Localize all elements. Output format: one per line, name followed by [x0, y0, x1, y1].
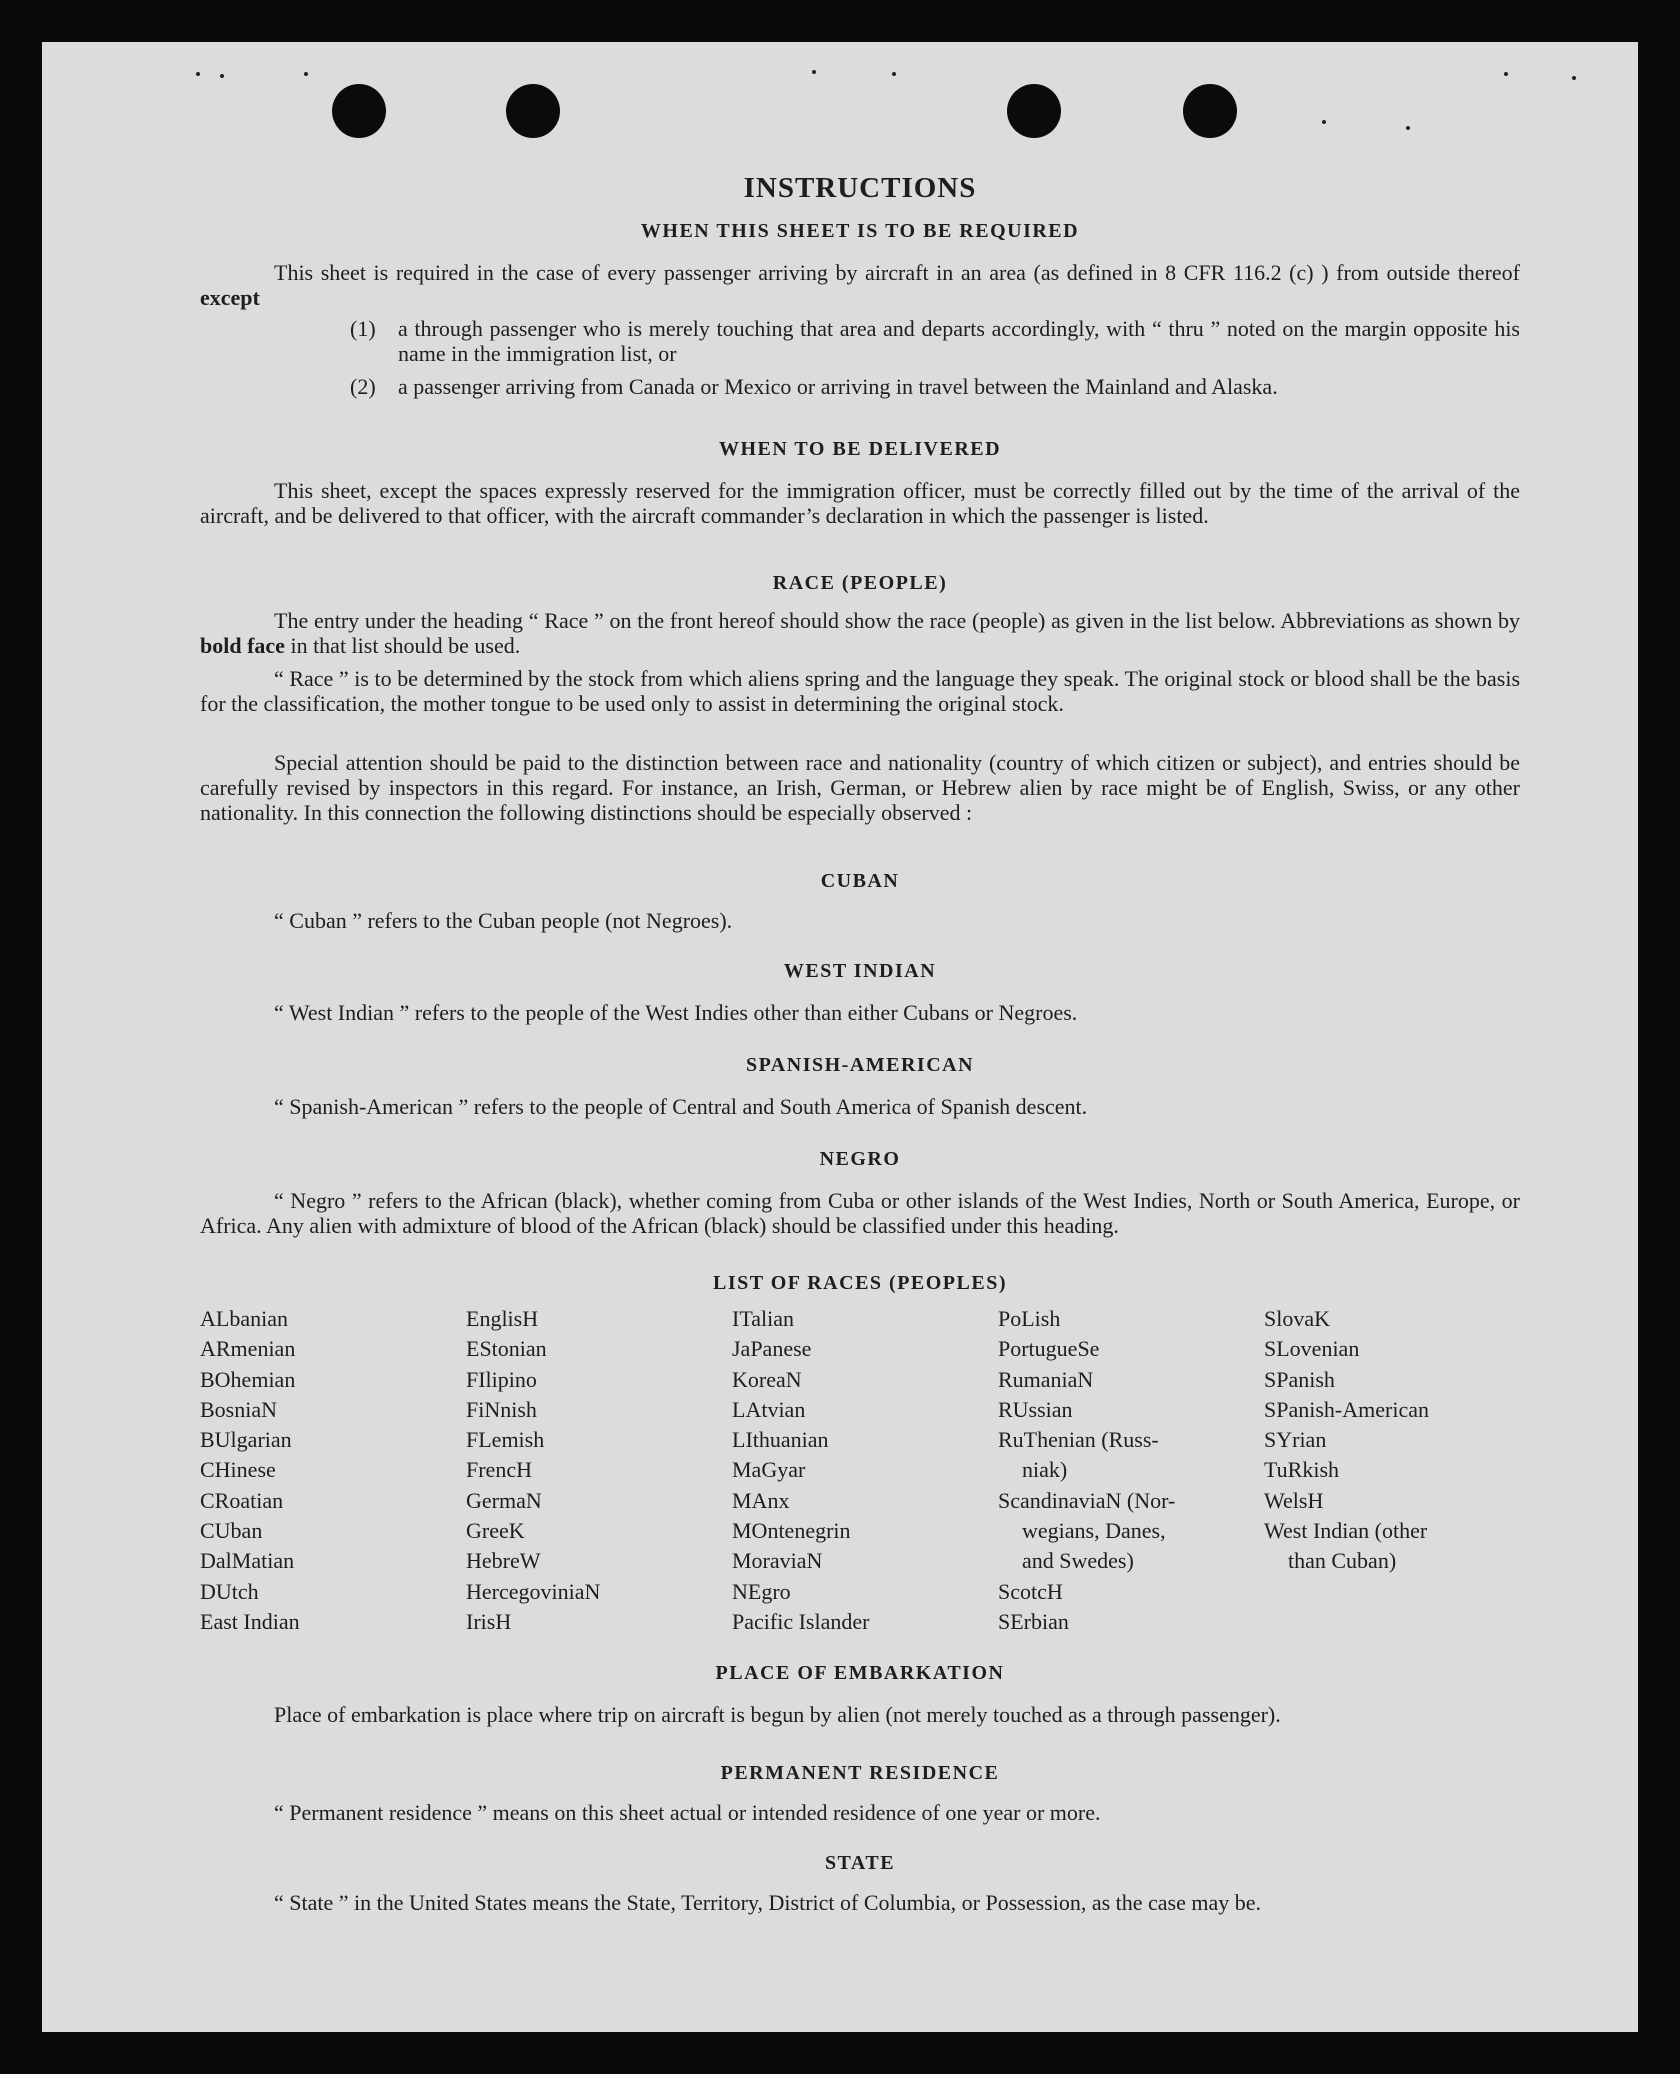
speck [892, 72, 896, 76]
race-paragraph-1 [200, 608, 1520, 658]
race-entry: CHinese [200, 1457, 276, 1483]
race-entry: MOntenegrin [732, 1518, 851, 1544]
race-entry: TuRkish [1264, 1457, 1340, 1483]
race-entry: PoLish [998, 1306, 1061, 1331]
speck [1406, 126, 1410, 130]
race-column-3 [732, 1304, 869, 1637]
race-entry: MAnx [732, 1487, 790, 1513]
heading-when-required: WHEN THIS SHEET IS TO BE REQUIRED [640, 220, 1080, 242]
heading-cuban: CUBAN [820, 870, 900, 892]
race-paragraph-2: “ Race ” is to be determined by the stock from which aliens spring and the language they speak. The original stock or blood shall be the basis for the classification, the mother tongue to be used only to assist in determining the original stock. [200, 666, 1520, 716]
race-paragraph-3: Special attention should be paid to the distinction between race and nationality (country of which citizen or subject), and entries should be carefully revised by inspectors in this regard. For instance, an Irish, German, or Hebrew alien by race might be of English, Swiss, or any other nationality. In this connection the following distinctions should be especially observed : [200, 750, 1520, 825]
race-entry: PortugueSe [998, 1336, 1100, 1362]
exception-item-2 [350, 374, 1520, 399]
when-required-intro-text: This sheet is required in the case of every passenger arriving by aircraft in an area (as defined in 8 CFR 116.2 (c) ) from outside thereof [274, 260, 1520, 285]
race-entry: Pacific Islander [732, 1608, 870, 1634]
heading-embarkation: PLACE OF EMBARKATION [715, 1662, 1005, 1684]
heading-list-of-races: LIST OF RACES (PEOPLES) [712, 1272, 1007, 1294]
race-entry: wegians, Danes, [1022, 1518, 1166, 1544]
punch-hole [1007, 84, 1061, 138]
heading-negro: NEGRO [819, 1148, 901, 1170]
race-entry: FrencH [466, 1457, 532, 1483]
spanish-american-text: “ Spanish-American ” refers to the people of Central and South America of Spanish descent. [274, 1094, 1088, 1119]
race-entry: SErbian [998, 1608, 1069, 1634]
speck [1504, 72, 1508, 76]
race-entry: DUtch [200, 1578, 259, 1604]
race-entry: BosniaN [200, 1396, 277, 1422]
race-entry: FIlipino [466, 1366, 537, 1392]
race-entry: RumaniaN [998, 1366, 1094, 1392]
race-entry: SYrian [1264, 1427, 1327, 1453]
race-p1-text: The entry under the heading “ Race ” on the front hereof should show the race (people) as given in the list below. Abbreviations as shown by [274, 608, 1520, 633]
race-entry: LAtvian [732, 1396, 806, 1422]
race-entry: RuThenian (Russ- [998, 1427, 1159, 1453]
heading-spanish-american: SPANISH-AMERICAN [745, 1054, 975, 1076]
exception-text: a through passenger who is merely touching that area and departs accordingly, with “ thru ” noted on the margin opposite his name in the immigration list, or [398, 316, 1520, 366]
punch-hole [332, 84, 386, 138]
race-entry: MoraviaN [732, 1548, 823, 1574]
race-p1-bold: bold face [200, 633, 285, 658]
race-entry: EnglisH [466, 1306, 539, 1331]
speck [196, 72, 200, 76]
race-entry: IrisH [466, 1608, 512, 1634]
race-column-2 [466, 1304, 600, 1637]
race-entry: NEgro [732, 1578, 791, 1604]
race-entry: ScotcH [998, 1578, 1063, 1604]
race-entry: ARmenian [200, 1336, 296, 1362]
exception-number: (2) [350, 374, 376, 399]
heading-race: RACE (PEOPLE) [772, 572, 948, 594]
race-column-4 [998, 1304, 1175, 1637]
race-entry: RUssian [998, 1396, 1073, 1422]
race-entry: ScandinaviaN (Nor- [998, 1487, 1176, 1513]
race-entry: SLovenian [1264, 1336, 1360, 1362]
heading-state: STATE [824, 1852, 896, 1874]
race-entry: West Indian (other [1264, 1518, 1428, 1544]
race-entry: FLemish [466, 1427, 545, 1453]
page-title: INSTRUCTIONS [743, 172, 977, 204]
speck [220, 74, 224, 78]
race-entry: SPanish-American [1264, 1396, 1429, 1422]
race-entry: than Cuban) [1288, 1548, 1397, 1574]
race-column-5 [1264, 1304, 1429, 1577]
race-entry: DalMatian [200, 1548, 295, 1574]
speck [1572, 76, 1576, 80]
race-entry: FiNnish [466, 1396, 537, 1422]
when-delivered-text: This sheet, except the spaces expressly reserved for the immigration officer, must be correctly filled out by the time of the arrival of the aircraft, and be delivered to that officer, with the aircraft commander’s declaration in which the passenger is listed. [200, 478, 1520, 528]
embarkation-text: Place of embarkation is place where trip on aircraft is begun by alien (not merely touched as a through passenger). [274, 1702, 1281, 1727]
speck [812, 70, 816, 74]
exception-item-1 [350, 316, 1520, 366]
race-entry: HercegoviniaN [466, 1578, 601, 1604]
race-p1-text-end: in that list should be used. [290, 633, 521, 658]
cuban-text: “ Cuban ” refers to the Cuban people (not Negroes). [274, 908, 733, 933]
race-entry: WelsH [1264, 1487, 1324, 1513]
when-required-except: except [200, 285, 260, 310]
exception-text: a passenger arriving from Canada or Mexico or arriving in travel between the Mainland and Alaska. [398, 374, 1278, 399]
race-entry: SlovaK [1264, 1306, 1330, 1331]
race-entry: KoreaN [732, 1366, 802, 1392]
state-text: “ State ” in the United States means the State, Territory, District of Columbia, or Possession, as the case may be. [274, 1890, 1262, 1915]
race-entry: and Swedes) [1022, 1548, 1134, 1574]
permanent-residence-text: “ Permanent residence ” means on this sheet actual or intended residence of one year or more. [274, 1800, 1101, 1825]
heading-permanent-residence: PERMANENT RESIDENCE [720, 1762, 1000, 1784]
when-required-intro [200, 260, 1520, 310]
punch-hole [1183, 84, 1237, 138]
race-entry: MaGyar [732, 1457, 806, 1483]
race-entry: BOhemian [200, 1366, 296, 1392]
west-indian-text: “ West Indian ” refers to the people of the West Indies other than either Cubans or Negroes. [274, 1000, 1078, 1025]
race-entry: ITalian [732, 1306, 794, 1331]
race-entry: ALbanian [200, 1306, 288, 1331]
race-entry: EStonian [466, 1336, 547, 1362]
negro-text: “ Negro ” refers to the African (black), whether coming from Cuba or other islands of the West Indies, North or South America, Europe, or Africa. Any alien with admixture of blood of the African (black) should be classified under this heading. [200, 1188, 1520, 1238]
race-entry: JaPanese [732, 1336, 812, 1362]
race-entry: BUlgarian [200, 1427, 292, 1453]
speck [304, 72, 308, 76]
heading-when-delivered: WHEN TO BE DELIVERED [718, 438, 1002, 460]
race-entry: SPanish [1264, 1366, 1335, 1392]
document-sheet [42, 42, 1638, 2032]
race-entry: LIthuanian [732, 1427, 829, 1453]
race-column-1 [200, 1304, 300, 1637]
punch-hole [506, 84, 560, 138]
exception-number: (1) [350, 316, 376, 341]
race-entry: CUban [200, 1518, 263, 1544]
race-entry: niak) [1022, 1457, 1068, 1483]
speck [1322, 120, 1326, 124]
race-entry: GermaN [466, 1487, 542, 1513]
race-entry: HebreW [466, 1548, 541, 1574]
heading-west-indian: WEST INDIAN [783, 960, 937, 982]
race-entry: GreeK [466, 1518, 525, 1544]
race-entry: CRoatian [200, 1487, 284, 1513]
race-entry: East Indian [200, 1608, 300, 1634]
